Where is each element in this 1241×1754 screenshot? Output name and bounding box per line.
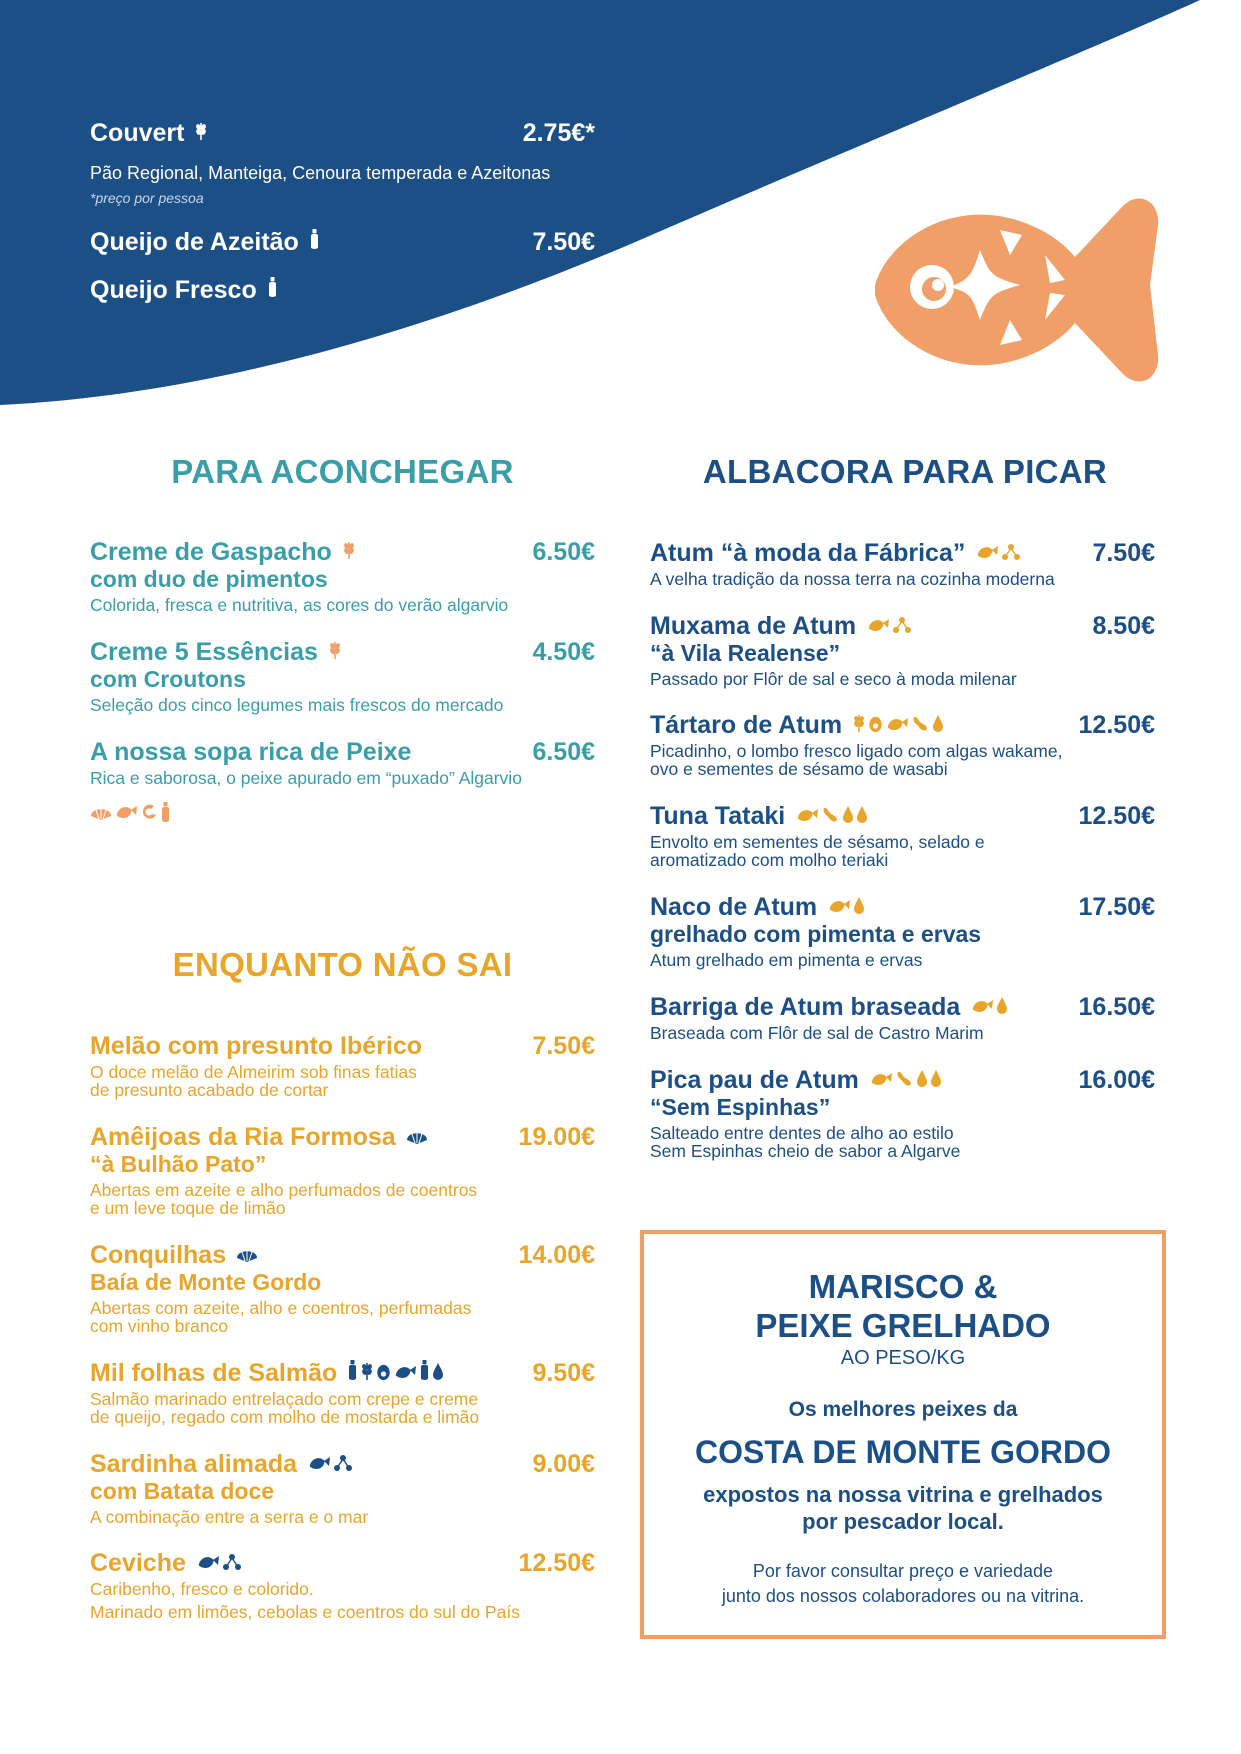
wheat-icon (852, 711, 866, 739)
item-price: 16.50€ (1078, 993, 1155, 1021)
drop-icon (996, 993, 1008, 1021)
menu-item (90, 1241, 595, 1335)
marisco-title-line1: MARISCO & (808, 1268, 998, 1305)
marisco-detail-line1: expostos na nossa vitrina e grelhados (703, 1482, 1103, 1507)
item-price: 19.00€ (518, 1123, 595, 1151)
couvert-price: 2.75€* (522, 119, 595, 147)
couvert-name: Couvert (90, 119, 185, 147)
item-price: 7.50€ (532, 1032, 595, 1060)
egg-icon (868, 711, 883, 739)
item-name: A nossa sopa rica de Peixe (90, 738, 412, 766)
allergen-icons (347, 1359, 444, 1387)
drop-icon (432, 1359, 444, 1387)
peanut-icon (911, 711, 930, 739)
shell-icon (236, 1241, 258, 1269)
queijo-azeitao-price: 7.50€ (532, 228, 595, 256)
item-name: Amêijoas da Ria Formosa (90, 1123, 396, 1151)
allergen-icons (975, 539, 1021, 567)
queijo-fresco-icons (267, 276, 278, 305)
menu-item (90, 1032, 595, 1099)
item-name: Tártaro de Atum (650, 711, 843, 739)
couvert-description: Pão Regional, Manteiga, Cenoura temperada e Azeitonas (90, 163, 551, 183)
fish-logo-icon (860, 195, 1170, 390)
peanut-icon (821, 802, 840, 830)
menu-item (90, 538, 595, 614)
queijo-azeitao-icons (309, 228, 320, 257)
item-description: Abertas com azeite, alho e coentros, perfumadas (90, 1298, 472, 1318)
item-subtitle: “à Bulhão Pato” (90, 1151, 267, 1177)
milk-bottle-icon (267, 276, 278, 305)
item-name: Naco de Atum (650, 893, 818, 921)
marisco-detail-line2: por pescador local. (802, 1509, 1004, 1534)
item-description: Caribenho, fresco e colorido. (90, 1579, 314, 1599)
drop-icon (853, 893, 865, 921)
fish-icon (114, 803, 138, 826)
menu-item (90, 638, 595, 714)
item-price: 14.00€ (518, 1241, 595, 1269)
item-price: 6.50€ (532, 738, 595, 766)
item-name: Muxama de Atum (650, 612, 857, 640)
item-price: 6.50€ (532, 538, 595, 566)
item-subtitle: com Croutons (90, 666, 246, 692)
couvert-note: *preço por pessoa (90, 190, 204, 206)
wheat-icon (342, 538, 356, 566)
item-name: Barriga de Atum braseada (650, 993, 961, 1021)
couvert-row (90, 119, 595, 148)
fish-icon (885, 711, 909, 739)
menu-item (90, 1359, 595, 1426)
item-name: Ceviche (90, 1549, 186, 1577)
item-description: Braseada com Flôr de sal de Castro Marim (650, 1023, 984, 1043)
item-price: 7.50€ (1092, 539, 1155, 567)
milk-bottle-icon (419, 1359, 430, 1387)
item-description: Rica e saborosa, o peixe apurado em “puxado” Algarvio (90, 768, 522, 788)
para-aconchegar-title: PARA ACONCHEGAR (171, 453, 514, 490)
item-description: Seleção dos cinco legumes mais frescos do mercado (90, 695, 504, 715)
item-description: A velha tradição da nossa terra na cozinha moderna (650, 569, 1055, 589)
menu-item (650, 802, 1155, 869)
sulfite-icon (333, 1450, 353, 1478)
marisco-note-line1: Por favor consultar preço e variedade (752, 1561, 1054, 1581)
allergen-icons (852, 711, 944, 739)
sulfite-icon (892, 612, 912, 640)
item-description: de queijo, regado com molho de mostarda e limão (90, 1407, 480, 1427)
queijo-azeitao-row (90, 228, 595, 257)
menu-item (90, 1450, 595, 1526)
allergen-icons (406, 1123, 428, 1151)
item-subtitle: com Batata doce (90, 1478, 275, 1504)
menu-item (650, 539, 1155, 588)
item-price: 12.50€ (518, 1549, 595, 1577)
item-name: Creme de Gaspacho (90, 538, 332, 566)
item-price: 9.50€ (532, 1359, 595, 1387)
item-description: aromatizado com molho teriaki (650, 850, 889, 870)
milk-bottle-icon (160, 801, 171, 828)
menu-item (90, 738, 595, 828)
marisco-box (640, 1230, 1166, 1639)
item-name: Conquilhas (90, 1241, 227, 1269)
fish-icon (970, 993, 994, 1021)
allergen-icons (342, 538, 356, 566)
item-name: Mil folhas de Salmão (90, 1359, 338, 1387)
item-description: Colorida, fresca e nutritiva, as cores do verão algarvio (90, 595, 509, 615)
menu-item (650, 612, 1155, 688)
queijo-fresco-name: Queijo Fresco (90, 276, 257, 304)
wheat-icon (328, 638, 342, 666)
item-price: 9.00€ (532, 1450, 595, 1478)
menu-item (90, 1123, 595, 1217)
queijo-fresco-price: 4.50€ (532, 276, 595, 304)
item-price: 16.00€ (1078, 1066, 1155, 1094)
item-name: Atum “à moda da Fábrica” (650, 539, 966, 567)
allergen-icons (866, 612, 912, 640)
allergen-icons (236, 1241, 258, 1269)
allergen-icons (90, 801, 171, 828)
item-description: de presunto acabado de cortar (90, 1080, 329, 1100)
allergen-icons (328, 638, 342, 666)
item-description: Abertas em azeite e alho perfumados de coentros (90, 1180, 478, 1200)
fish-icon (975, 539, 999, 567)
item-price: 4.50€ (532, 638, 595, 666)
fish-icon (866, 612, 890, 640)
shell-icon (406, 1123, 428, 1151)
marisco-per-kg: AO PESO/KG (840, 1347, 966, 1369)
item-description: Salteado entre dentes de alho ao estilo (650, 1123, 954, 1143)
sulfite-icon (222, 1549, 242, 1577)
fish-icon (393, 1359, 417, 1387)
item-description: Envolto em sementes de sésamo, selado e (650, 832, 985, 852)
item-name: Pica pau de Atum (650, 1066, 859, 1094)
milk-bottle-icon (347, 1359, 358, 1387)
marisco-region: COSTA DE MONTE GORDO (695, 1434, 1111, 1470)
allergen-icons (307, 1450, 353, 1478)
item-subtitle: com duo de pimentos (90, 566, 328, 592)
drop-icon (842, 802, 854, 830)
wheat-icon (360, 1359, 374, 1387)
allergen-icons (827, 893, 865, 921)
shell-icon (90, 803, 112, 826)
item-name: Melão com presunto Ibérico (90, 1032, 423, 1060)
enquanto-nao-sai-title: ENQUANTO NÃO SAI (172, 946, 513, 983)
marisco-intro: Os melhores peixes da (788, 1398, 1018, 1421)
fish-icon (795, 802, 819, 830)
fish-icon (196, 1549, 220, 1577)
fish-icon (307, 1450, 331, 1478)
item-price: 12.50€ (1078, 802, 1155, 830)
marisco-title-line2: PEIXE GRELHADO (755, 1307, 1051, 1344)
drop-icon (932, 711, 944, 739)
peanut-icon (895, 1066, 914, 1094)
item-description: O doce melão de Almeirim sob finas fatias (90, 1062, 417, 1082)
item-subtitle: grelhado com pimenta e ervas (650, 921, 982, 947)
albacora-title: ALBACORA PARA PICAR (702, 453, 1108, 490)
item-description: ovo e sementes de sésamo de wasabi (650, 759, 948, 779)
drop-icon (930, 1066, 942, 1094)
item-description: Sem Espinhas cheio de sabor a Algarve (650, 1141, 961, 1161)
item-subtitle: “Sem Espinhas” (650, 1094, 831, 1120)
marisco-note-line2: junto dos nossos colaboradores ou na vitrina. (721, 1586, 1085, 1606)
item-description: Marinado em limões, cebolas e coentros do sul do País (90, 1602, 520, 1622)
fish-icon (869, 1066, 893, 1094)
item-subtitle: “à Vila Realense” (650, 640, 841, 666)
drop-icon (916, 1066, 928, 1094)
item-description: Passado por Flôr de sal e seco à moda milenar (650, 669, 1017, 689)
item-description: Salmão marinado entrelaçado com crepe e creme (90, 1389, 479, 1409)
menu-item (650, 711, 1155, 778)
item-name: Tuna Tataki (650, 802, 786, 830)
item-name: Creme 5 Essências (90, 638, 318, 666)
item-description: Picadinho, o lombo fresco ligado com algas wakame, (650, 741, 1063, 761)
queijo-fresco-row (90, 276, 595, 305)
menu-item (650, 1066, 1155, 1160)
menu-item (650, 893, 1155, 969)
item-name: Sardinha alimada (90, 1450, 298, 1478)
wheat-icon (194, 119, 208, 148)
item-description: e um leve toque de limão (90, 1198, 286, 1218)
menu-item (90, 1549, 595, 1621)
allergen-icons (795, 802, 868, 830)
egg-icon (376, 1359, 391, 1387)
allergen-icons (970, 993, 1008, 1021)
item-description: Atum grelhado em pimenta e ervas (650, 950, 923, 970)
fish-icon (827, 893, 851, 921)
couvert-icons (194, 119, 208, 148)
item-price: 17.50€ (1078, 893, 1155, 921)
menu-item (650, 993, 1155, 1042)
milk-bottle-icon (309, 228, 320, 257)
item-price: 8.50€ (1092, 612, 1155, 640)
allergen-icons (196, 1549, 242, 1577)
allergen-icons (869, 1066, 942, 1094)
queijo-azeitao-name: Queijo de Azeitão (90, 228, 299, 256)
item-subtitle: Baía de Monte Gordo (90, 1269, 322, 1295)
shrimp-icon (140, 803, 158, 826)
sulfite-icon (1001, 539, 1021, 567)
drop-icon (856, 802, 868, 830)
item-description: A combinação entre a serra e o mar (90, 1507, 369, 1527)
item-price: 12.50€ (1078, 711, 1155, 739)
item-description: com vinho branco (90, 1316, 229, 1336)
